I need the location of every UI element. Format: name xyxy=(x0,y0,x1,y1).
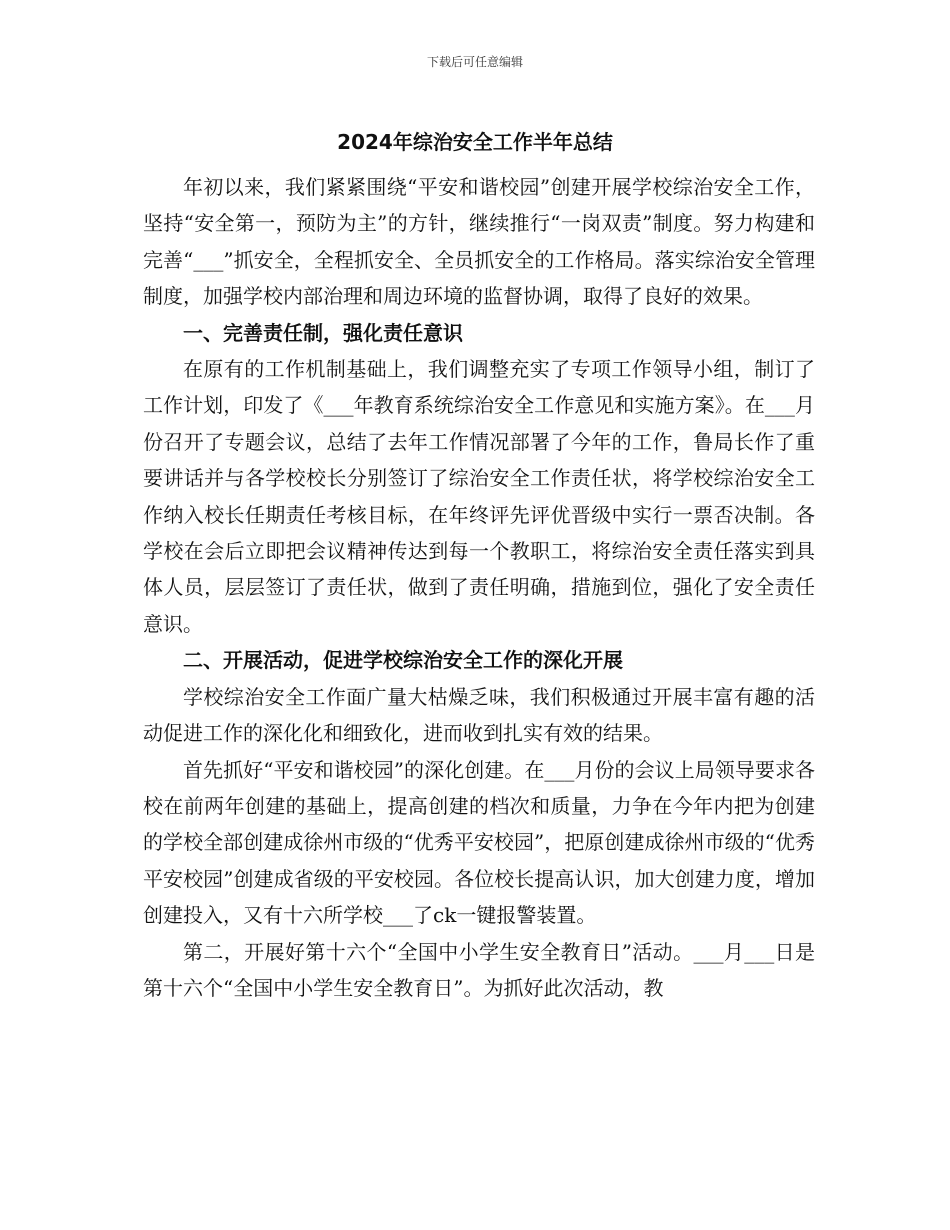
paragraph-responsibility: 在原有的工作机制基础上，我们调整充实了专项工作领导小组，制订了工作计划，印发了《___年教育系统综治安全工作意见和实施方案》。在___月份召开了专题会议，总结了去年工作情况部署了今年的工作，鲁局长作了重要讲话并与各学校校长分别签订了综治安全工作责任状，将学校综治安全工作纳入校长任期责任考核目标，在年终评先评优晋级中实行一票否决制。各学校在会后立即把会议精神传达到每一个教职工，将综治安全责任落实到具体人员，层层签订了责任状，做到了责任明确，措施到位，强化了安全责任意识。 xyxy=(143,357,815,636)
section-heading-2: 二、开展活动，促进学校综治安全工作的深化开展 xyxy=(183,648,623,673)
paragraph-campus-creation: 首先抓好“平安和谐校园”的深化创建。在___月份的会议上局领导要求各校在前两年创建的基础上，提高创建的档次和质量，力争在今年内把为创建的学校全部创建成徐州市级的“优秀平安校园”，把原创建成徐州市级的“优秀平安校园”创建成省级的平安校园。各位校长提高认识，加大创建力度，增加创建投入，又有十六所学校___了ck一键报警装置。 xyxy=(143,757,815,928)
section-heading-1: 一、完善责任制，强化责任意识 xyxy=(183,320,463,345)
paragraph-safety-day: 第二，开展好第十六个“全国中小学生安全教育日”活动。___月___日是第十六个“全国中小学生安全教育日”。为抓好此次活动，教 xyxy=(143,939,815,1000)
header-note: 下载后可任意编辑 xyxy=(426,55,523,69)
paragraph-intro: 年初以来，我们紧紧围绕“平安和谐校园”创建开展学校综治安全工作，坚持“安全第一，预防为主”的方针，继续推行“一岗双责”制度。努力构建和完善“___”抓安全，全程抓安全、全员抓安全的工作格局。落实综治安全管理制度，加强学校内部治理和周边环境的监督协调，取得了良好的效果。 xyxy=(143,175,815,309)
document-title: 2024年综治安全工作半年总结 xyxy=(337,130,613,154)
document-body xyxy=(143,169,815,1006)
paragraph-activities: 学校综治安全工作面广量大枯燥乏味，我们积极通过开展丰富有趣的活动促进工作的深化化和细致化，进而收到扎实有效的结果。 xyxy=(143,684,815,746)
